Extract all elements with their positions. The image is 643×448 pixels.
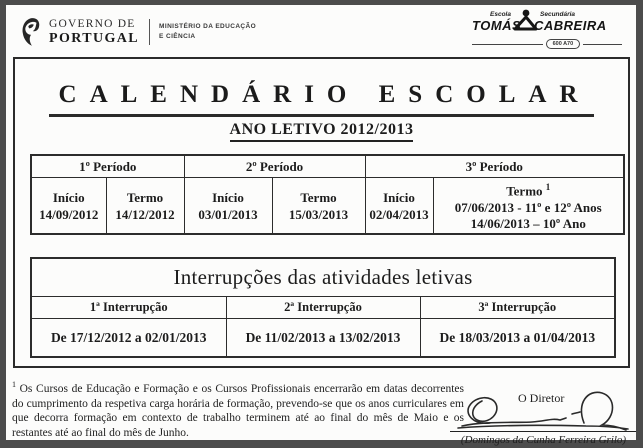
period3-inicio-cell	[365, 178, 433, 235]
interruptions-data-row	[31, 319, 615, 358]
ministry-line2: E CIÊNCIA	[159, 32, 196, 40]
document-page	[6, 5, 636, 446]
ministry-label	[159, 22, 256, 42]
period1-inicio-cell	[31, 178, 106, 235]
termo-date: 14/12/2012	[115, 206, 175, 222]
interruptions-title-row	[31, 258, 615, 297]
period2-termo-cell	[272, 178, 365, 235]
inicio-label: Início	[52, 189, 85, 205]
interruptions-header-row	[31, 297, 615, 319]
inicio-label: Início	[212, 189, 244, 205]
termo-date-line2: 14/06/2013 – 10º Ano	[470, 215, 586, 231]
government-logo-text	[49, 19, 139, 46]
school-badge: 600 A70	[546, 39, 581, 49]
footnote-marker: 1	[12, 380, 16, 389]
periods-data-row	[31, 178, 624, 235]
interruption1-header: 1ª Interrupção	[31, 297, 226, 319]
handwritten-signature	[456, 383, 634, 435]
inicio-date: 02/04/2013	[369, 206, 429, 222]
periods-table	[30, 154, 625, 235]
government-line2: PORTUGAL	[49, 30, 140, 46]
signature-line	[450, 431, 636, 432]
period1-termo-cell	[106, 178, 184, 235]
inicio-date: 14/09/2012	[39, 206, 99, 222]
ribbon-line-right	[583, 44, 622, 45]
termo-label: Termo	[300, 189, 337, 205]
signature-role: O Diretor	[518, 391, 565, 405]
interruption2-header: 2ª Interrupção	[226, 297, 420, 319]
government-line1: GOVERNO DE	[49, 18, 136, 30]
termo-label: Termo	[126, 189, 164, 205]
period3-header: 3º Período	[365, 155, 624, 178]
government-logo	[20, 13, 256, 47]
periods-header-row	[31, 155, 624, 178]
page-title: CALENDÁRIO ESCOLAR	[49, 81, 595, 117]
inicio-label: Início	[383, 189, 415, 205]
footnote-text: Os Cursos de Educação e Formação e os Cursos Profissionais encerrarão em datas decorrentes do cumprimento da respetiva carga horária de formação, prevendo-se que os anos curriculares em que decorra formação em contexto de trabalho terminem até ao final do mês de Maio e os restantes até ao final do mês de Junho.	[12, 382, 464, 440]
school-ribbon	[472, 39, 622, 49]
footnote	[12, 378, 464, 441]
school-name-tomas: TOMÁS	[472, 18, 522, 33]
interruptions-table	[30, 257, 616, 358]
footnote-ref: 1	[545, 182, 551, 193]
school-logo	[472, 11, 622, 49]
signature-name: (Domingos da Cunha Ferreira Grilo)	[460, 434, 627, 446]
interruption2-dates: De 11/02/2013 a 13/02/2013	[226, 319, 420, 358]
school-secundaria-label: Secundária	[540, 11, 576, 18]
ribbon-line-left	[472, 44, 543, 45]
page-subtitle: ANO LETIVO 2012/2013	[230, 121, 414, 142]
period3-termo-cell	[433, 178, 624, 235]
interruption1-dates: De 17/12/2012 a 02/01/2013	[31, 319, 226, 358]
interruptions-title: Interrupções das atividades letivas	[31, 258, 615, 297]
calendar-box	[13, 57, 630, 368]
termo-date: 15/03/2013	[288, 206, 349, 222]
termo-label: Termo $^1$	[506, 182, 551, 199]
interruption3-header: 3ª Interrupção	[420, 297, 615, 319]
period1-header: 1º Período	[31, 155, 184, 178]
school-name-cabreira: CABREIRA	[534, 18, 607, 33]
period2-inicio-cell	[184, 178, 272, 235]
inicio-date: 03/01/2013	[198, 206, 258, 222]
period2-header: 2º Período	[184, 155, 365, 178]
ministry-line1: MINISTÉRIO DA EDUCAÇÃO	[159, 23, 257, 30]
logo-divider	[149, 19, 150, 45]
termo-date-line1: 07/06/2013 - 11º e 12º Anos	[454, 199, 602, 215]
school-logo-text	[472, 11, 622, 35]
portugal-emblem-icon	[20, 17, 42, 47]
school-escola-label: Escola	[490, 11, 511, 18]
interruption3-dates: De 18/03/2013 a 01/04/2013	[420, 319, 615, 358]
